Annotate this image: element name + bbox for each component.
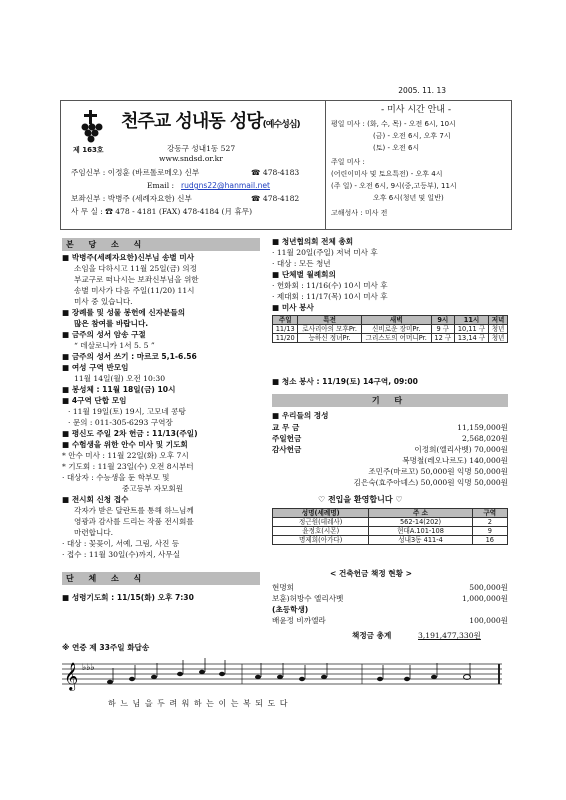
mass-line-4: 주일 미사 : [331, 158, 365, 166]
list-item: ■ 장례를 및 성물 봉헌에 신자분들의 [62, 308, 186, 317]
mass-line-8: 고해성사 : 미사 전 [331, 209, 388, 217]
list-item: 주일헌금 2,568,020원 [272, 434, 508, 443]
table-header: 성명(세례명) [273, 509, 369, 518]
list-item: 송별 미사가 다음 주일(11/20) 11시 [74, 286, 195, 295]
song-lyrics: 하 느 님 을 두 려 워 하 는 이 는 복 되 도 다 [108, 699, 289, 708]
total-label: 책정금 총계 [352, 631, 392, 640]
list-item: ■ 청년협의회 전체 총회 [272, 237, 354, 246]
list-item: * 기도회 : 11월 23일(수) 오전 8시부터 [62, 462, 194, 471]
list-item: 김은숙(효주아녜스) 50,000원 익명 50,000원 [353, 478, 508, 487]
assistant-name: 보좌신부 : 박병주 (세례자요한) 신부 [71, 194, 192, 203]
group-news-item: ■ 성령기도회 : 11/15(화) 오후 7:30 [62, 593, 194, 602]
building-fund-list [272, 582, 508, 626]
pastor-name: 주임신부 : 이정훈 (바르톨로메오) 신부 [71, 168, 200, 177]
mass-line-6: (주 일) - 오전 6시, 9시(중,고등부), 11시 [331, 182, 457, 190]
flat-icon: ♭♭♭ [82, 663, 95, 673]
section-parish-news: 본 당 소 식 [62, 238, 260, 251]
table-header: 9시 [431, 316, 454, 325]
office-phone: 사 무 실 : ☎ 478 - 4181 (FAX) 478-4184 (月 휴무) [71, 207, 253, 216]
list-item: (초등학생) [272, 605, 309, 614]
list-item: 복명철(레오나르도) 140,000원 [402, 456, 508, 465]
list-item: · 대상 : 꽃꽂이, 서예, 그림, 사진 등 [62, 539, 180, 548]
list-item: ■ 금주의 성서 암송 구절 [62, 330, 146, 339]
list-item: ■ 박병주(세례자요한)신부님 송별 미사 [62, 253, 195, 262]
header-box [60, 100, 512, 230]
list-item: 각자가 받은 달란트를 통해 하느님께 [74, 506, 194, 515]
list-item: ■ 수험생을 위한 안수 미사 및 기도회 [62, 440, 188, 449]
list-item: ■ 봉성체 : 11월 18일(금) 10시 [62, 385, 176, 394]
header-divider [325, 101, 326, 229]
table-header: 새벽 [361, 316, 431, 325]
total-value: 3,191,477,330원 [418, 631, 481, 640]
list-item: ■ 평신도 주일 2차 헌금 : 11/13(주일) [62, 429, 198, 438]
list-item: 마련합니다. [74, 528, 114, 537]
right-news-list [272, 236, 512, 313]
church-website[interactable]: www.sndsd.or.kr [159, 154, 223, 163]
list-item: 조민주(마르꼬) 50,000원 익명 50,000원 [368, 467, 508, 476]
welcome-table [272, 508, 508, 545]
list-item: · 대상자 : 수능생을 둔 학부모 및 [62, 473, 170, 482]
list-item: 미사 중 있습니다. [74, 297, 133, 306]
list-item: ■ 금주의 성서 쓰기 : 마르코 5,1-6.56 [62, 352, 197, 361]
list-item: · 문의 : 011-305-6293 구역장 [68, 418, 173, 427]
table-header: 주일 [273, 316, 298, 325]
list-item: ■ 여성 구역 반모임 [62, 363, 129, 372]
table-header: 저녁 [489, 316, 508, 325]
list-item: 현명희 500,000원 [272, 583, 508, 592]
table-row: 윤정호(시몬) 현대A.101-108 9 [273, 527, 508, 536]
section-group-news: 단 체 소 식 [62, 572, 260, 585]
list-item: · 11월 19일(토) 19시, 고모네 콩탕 [68, 407, 186, 416]
table-header: 주 소 [369, 509, 472, 518]
list-item: · 11월 20일(주일) 저녁 미사 후 [272, 248, 378, 257]
list-item: · 제대회 : 11/17(목) 10시 미사 후 [272, 292, 388, 301]
offering-title: ■ 우리들의 정성 [272, 411, 329, 420]
list-item: 11월 14일(월) 오전 10:30 [74, 374, 166, 383]
assistant-phone: ☎ 478-4182 [251, 194, 300, 203]
treble-clef-icon: 𝄞 [64, 662, 79, 690]
welcome-title: ♡ 전입을 환영합니다 ♡ [318, 495, 403, 504]
list-item: 많은 참여를 바랍니다. [74, 319, 149, 328]
email-link[interactable]: rudgns22@hanmail.net [181, 181, 271, 190]
pastor-phone: ☎ 478-4183 [251, 168, 300, 177]
mass-times-title: - 미사 시간 안내 - [381, 105, 452, 115]
mass-line-1: 평일 미사 : (화, 수, 목) - 오전 6시, 10시 [331, 120, 456, 128]
mass-line-2: (금) - 오전 6시, 오후 7시 [373, 132, 451, 140]
list-item: “ 데살로니카 1서 5. 5 ” [74, 341, 155, 350]
list-item: ■ 전시회 신청 접수 [62, 495, 129, 504]
mass-line-3: (토) - 오전 6시 [373, 144, 420, 152]
church-logo-icon [69, 109, 113, 143]
building-fund-title: < 건축헌금 책정 현황 > [330, 569, 412, 578]
parish-news-list [62, 252, 262, 560]
email-label: Email : [147, 181, 175, 190]
list-item: ■ 미사 봉사 [272, 303, 314, 312]
church-title [121, 107, 300, 133]
table-row: 정근원(데레사) 562-14(202) 2 [273, 518, 508, 527]
section-misc: 기 타 [272, 394, 508, 407]
song-title: ※ 연중 제 33주일 화답송 [62, 643, 150, 652]
table-header: 구역 [472, 509, 507, 518]
church-name: 천주교 성내동 성당 [121, 111, 263, 132]
list-item: 영광과 감사를 드리는 작품 전시회를 [74, 517, 194, 526]
table-row: 11/20 능하신 정녀Pr. 그리스도의 어머니Pr. 12 구 13,14 구 청년 [273, 334, 508, 343]
list-item: · 접수 : 11월 30일(수)까지, 사무실 [62, 550, 181, 559]
issue-date: 2005. 11. 13 [398, 86, 446, 95]
list-item: 감사헌금 이정희(엘리사벳) 70,000원 [272, 445, 508, 454]
issue-number: 제 163호 [73, 146, 104, 154]
list-item: * 안수 미사 : 11월 22일(화) 오후 7시 [62, 451, 189, 460]
table-header: 11시 [454, 316, 488, 325]
list-item: 부교구로 떠나시는 보좌신부님을 위한 [74, 275, 199, 284]
mass-line-5: (어린이미사 및 토요특전) - 오후 4시 [331, 170, 443, 178]
list-item: 중고등부 자모회원 [122, 484, 184, 493]
mass-service-table [272, 315, 508, 343]
table-row: 11/13 로사리아의 모후Pr. 신비로운 장미Pr. 9 구 10,11 구 청년 [273, 325, 508, 334]
table-header: 특전 [298, 316, 361, 325]
church-address: 강동구 성내1동 527 [167, 144, 236, 153]
mass-line-7: 오후 6시(청년 및 일반) [373, 194, 444, 202]
church-name-sub: (예수성심) [262, 120, 300, 130]
table-row: 명제희(아가다) 성내3동 411-4 16 [273, 536, 508, 545]
list-item: 배윤정 비까엘라 100,000원 [272, 616, 508, 625]
list-item: 소임을 다하시고 11월 25일(금) 의정 [74, 264, 197, 273]
list-item: · 헌화회 : 11/16(수) 10시 미사 후 [272, 281, 388, 290]
list-item: 보훈)허방수 엘리사벳 1,000,000원 [272, 594, 508, 603]
list-item: ■ 4구역 단합 모임 [62, 396, 127, 405]
list-item: · 대상 : 모든 청년 [272, 259, 331, 268]
offering-list [272, 422, 508, 488]
music-staff [62, 656, 512, 696]
cleaning-service: ■ 청소 봉사 : 11/19(토) 14구역, 09:00 [272, 377, 418, 386]
list-item: ■ 단체별 월례회의 [272, 270, 336, 279]
list-item: 교 무 금 11,159,000원 [272, 423, 508, 432]
